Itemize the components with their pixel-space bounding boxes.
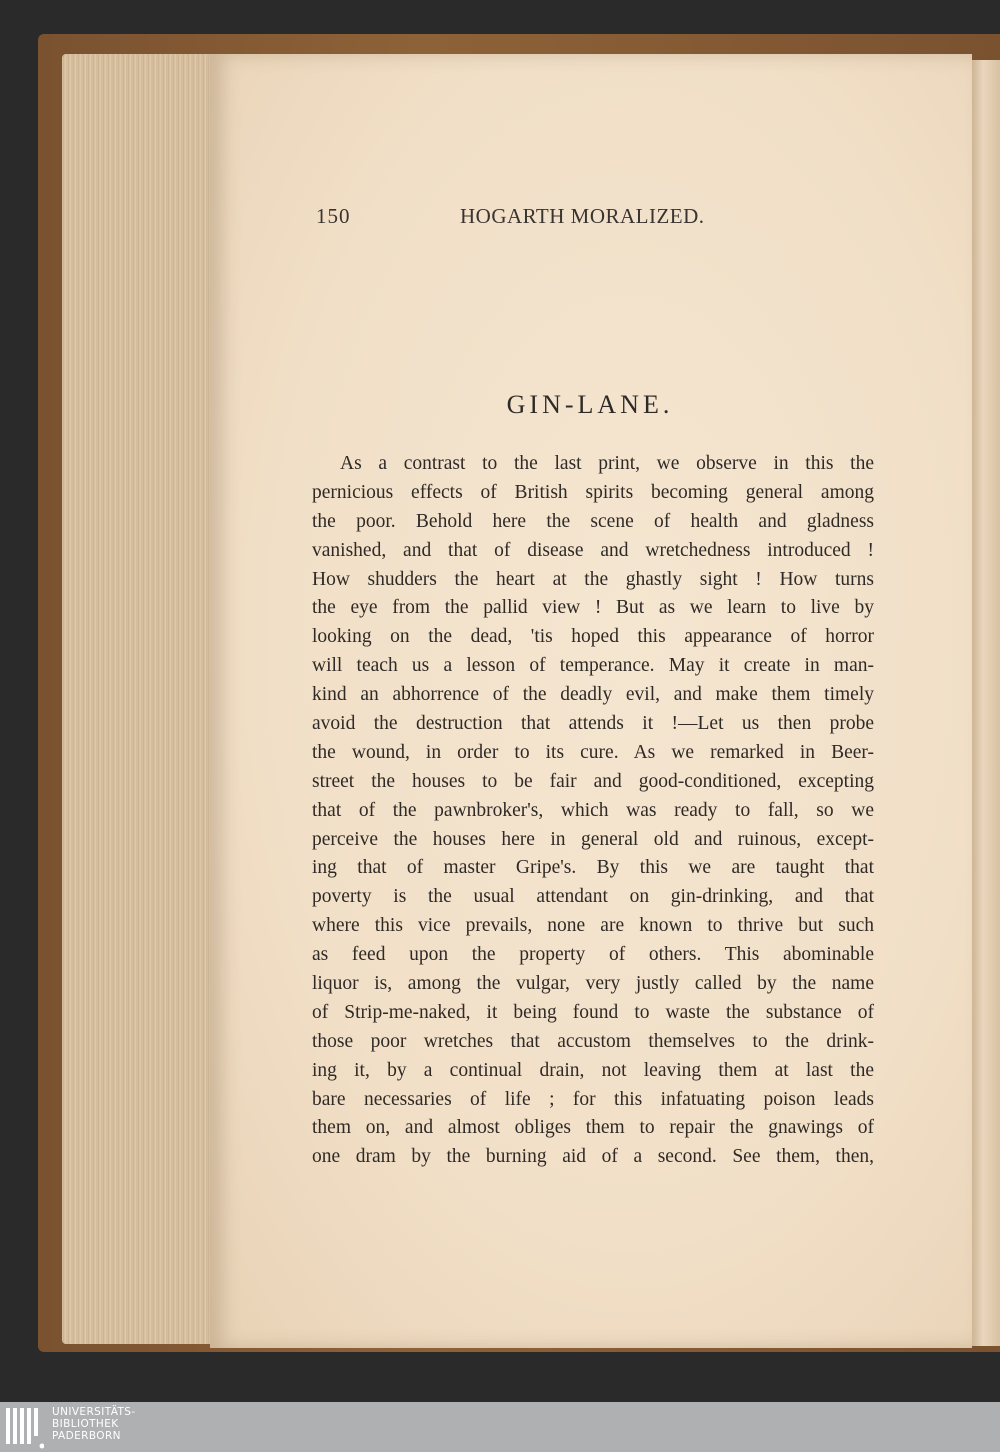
library-name-line: PADERBORN bbox=[52, 1430, 121, 1442]
text-line: looking on the dead, 'tis hoped this appearance of horror bbox=[312, 626, 874, 648]
text-line: where this vice prevails, none are known to thrive but such bbox=[312, 915, 874, 937]
footer-bar bbox=[0, 1402, 1000, 1452]
library-name-line: UNIVERSITÄTS- bbox=[52, 1406, 136, 1418]
text-line: those poor wretches that accustom themselves to the drink- bbox=[312, 1030, 874, 1052]
text-line: the poor. Behold here the scene of health and gladness bbox=[312, 510, 874, 532]
text-line: will teach us a lesson of temperance. May it create in man- bbox=[312, 655, 874, 677]
library-name-line: BIBLIOTHEK bbox=[52, 1418, 119, 1430]
university-library-logo-icon bbox=[4, 1404, 44, 1450]
text-line: vanished, and that of disease and wretchedness introduced ! bbox=[312, 539, 874, 561]
text-line: perceive the houses here in general old and ruinous, except- bbox=[312, 828, 874, 850]
page-number: 150 bbox=[316, 204, 351, 228]
text-line: one dram by the burning aid of a second. See them, then, bbox=[312, 1146, 874, 1168]
facing-page-edge bbox=[972, 60, 1000, 1346]
text-line: them on, and almost obliges them to repair the gnawings of bbox=[312, 1117, 874, 1139]
library-name bbox=[52, 1406, 136, 1442]
text-line: pernicious effects of British spirits becoming general among bbox=[312, 481, 874, 503]
chapter-title: GIN-LANE. bbox=[506, 390, 674, 419]
text-line: ing that of master Gripe's. By this we are taught that bbox=[312, 857, 874, 879]
text-line: poverty is the usual attendant on gin-drinking, and that bbox=[312, 886, 874, 908]
text-line: ing it, by a continual drain, not leaving them at last the bbox=[312, 1059, 874, 1081]
running-head: HOGARTH MORALIZED. bbox=[460, 204, 705, 228]
text-line: liquor is, among the vulgar, very justly called by the name bbox=[312, 973, 874, 995]
text-line: the eye from the pallid view ! But as we learn to live by bbox=[312, 597, 874, 619]
text-line: avoid the destruction that attends it !—Let us then probe bbox=[312, 713, 874, 735]
text-line: of Strip-me-naked, it being found to waste the substance of bbox=[312, 1001, 874, 1023]
text-line: that of the pawnbroker's, which was ready to fall, so we bbox=[312, 799, 874, 821]
text-line: How shudders the heart at the ghastly sight ! How turns bbox=[312, 568, 874, 590]
text-line: kind an abhorrence of the deadly evil, and make them timely bbox=[312, 684, 874, 706]
page-edges bbox=[62, 54, 222, 1344]
text-line: bare necessaries of life ; for this infatuating poison leads bbox=[312, 1088, 874, 1110]
body-text bbox=[312, 450, 874, 1172]
text-line: street the houses to be fair and good-conditioned, excepting bbox=[312, 770, 874, 792]
text-line: the wound, in order to its cure. As we remarked in Beer- bbox=[312, 741, 874, 763]
text-line: as feed upon the property of others. This abominable bbox=[312, 944, 874, 966]
text-line: As a contrast to the last print, we observe in this the bbox=[340, 453, 874, 474]
